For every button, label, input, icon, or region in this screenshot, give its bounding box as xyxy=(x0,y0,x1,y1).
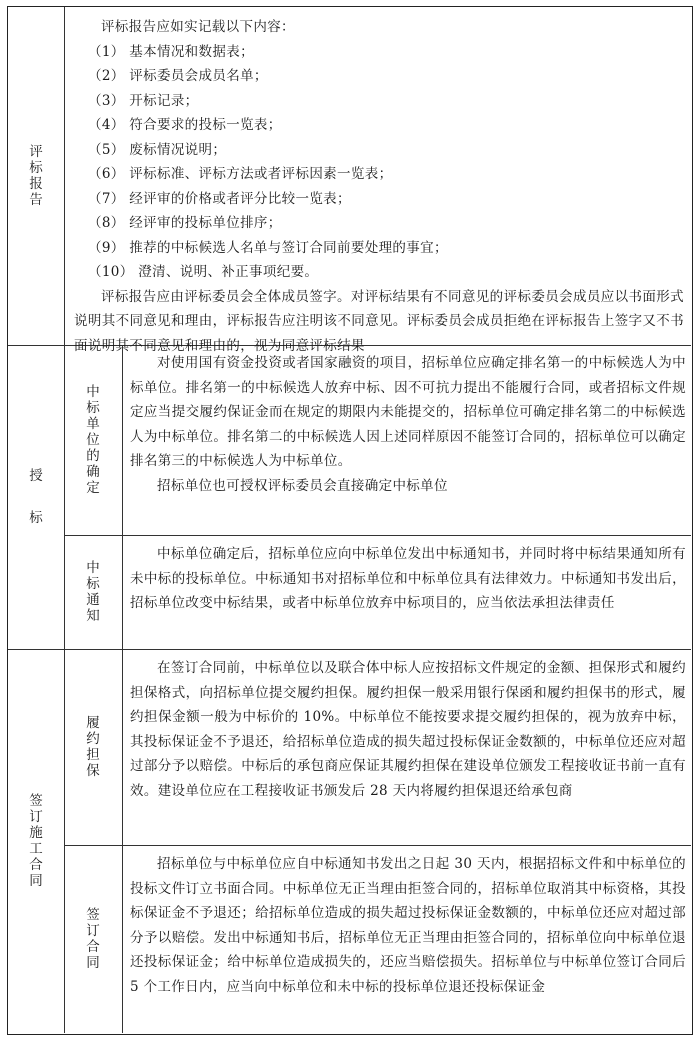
sub-label-lvyue-danbao: 履 约 担 保 xyxy=(86,715,100,779)
section-label-qianding: 签 订 施 工 合 同 xyxy=(29,793,43,889)
list-item: （9） 推荐的中标候选人名单与签订合同前要处理的事宜； xyxy=(88,239,448,256)
list-item: （7） 经评审的价格或者评分比较一览表； xyxy=(88,190,351,207)
list-item: （5） 废标情况说明； xyxy=(88,141,227,158)
section-label-shoubiao: 授 标 xyxy=(29,468,43,526)
sub-label-qianding-hetong: 签 订 合 同 xyxy=(86,907,100,971)
list-item: （10） 澄清、说明、补正事项纪要。 xyxy=(88,264,319,280)
list-item: （3） 开标记录； xyxy=(88,92,199,109)
content-lvyue-danbao xyxy=(130,656,686,803)
document-table xyxy=(7,6,693,1035)
content-zhongbiao-queding xyxy=(130,351,686,498)
list-item: （1） 基本情况和数据表； xyxy=(88,43,254,60)
closing-paragraph: 评标报告应由评标委员会全体成员签字。对评标结果有不同意见的评标委员会成员应以书面形式说明其不同意见和理由，评标报告应注明该不同意见。评标委员会成员拒绝在评标报告上签字又不书面说明其不同意见和理由的，视为同意评标结果 xyxy=(74,288,684,354)
row-divider-2 xyxy=(64,535,691,536)
sub-label-zhongbiao-tongzhi: 中 标 通 知 xyxy=(86,560,100,624)
section-content-pingbiao xyxy=(74,15,684,358)
content-qianding-hetong xyxy=(130,852,686,999)
paragraph: 对使用国有资金投资或者国家融资的项目，招标单位应确定排名第一的中标候选人为中标单位。排名第一的中标候选人放弃中标、因不可抗力提出不能履行合同，或者招标文件规定应当提交履约保证金而在规定的期限内未能提交的，招标单位可确定排名第二的中标候选人为中标单位。排名第二的中标候选人因上述同样原因不能签订合同的，招标单位可以确定排名第三的中标候选人为中标单位。 xyxy=(130,355,686,469)
paragraph: 招标单位与中标单位应自中标通知书发出之日起 30 天内，根据招标文件和中标单位的投标文件订立书面合同。中标单位无正当理由拒签合同的，招标单位取消其中标资格，其投标保证金不予退还；给招标单位造成的损失超过投标保证金数额的，中标单位还应对超过部分予以赔偿。发出中标通知书后，招标单位无正当理由拒签合同的，招标单位向中标单位退还投标保证金；给中标单位造成损失的，还应当赔偿损失。招标单位与中标单位签订合同后 5 个工作日内，应当向中标单位和未中标的投标单位退还投标保证金 xyxy=(130,856,686,995)
list-item: （6） 评标标准、评标方法或者评标因素一览表； xyxy=(88,166,393,182)
list-item: （4） 符合要求的投标一览表； xyxy=(88,117,282,133)
list-item: （2） 评标委员会成员名单； xyxy=(88,68,268,84)
content-zhongbiao-tongzhi xyxy=(130,542,686,616)
column-divider-sub xyxy=(122,345,123,1033)
intro-text: 评标报告应如实记载以下内容： xyxy=(101,19,295,35)
paragraph: 招标单位也可授权评标委员会直接确定中标单位 xyxy=(157,477,448,494)
paragraph: 中标单位确定后，招标单位应向中标单位发出中标通知书，并同时将中标结果通知所有未中标的投标单位。中标通知书对招标单位和中标单位具有法律效力。中标通知书发出后，招标单位改变中标结果，或者中标单位放弃中标项目的，应当依法承担法律责任 xyxy=(130,546,686,611)
section-label-pingbiao: 评 标 报 告 xyxy=(29,144,43,208)
list-item: （8） 经评审的投标单位排序； xyxy=(88,215,282,231)
paragraph: 在签订合同前，中标单位以及联合体中标人应按招标文件规定的金额、担保形式和履约担保格式，向招标单位提交履约担保。履约担保一般采用银行保函和履约担保书的形式，履约担保金额一般为中标价的 10%。中标单位不能按要求提交履约担保的，视为放弃中标，其投标保证金不予退还，给招标单位造成的损失超过投标保证金数额的，中标单位还应对超过部分予以赔偿。中标后的承包商应保证其履约担保在建设单位颁发工程接收证书前一直有效。建设单位应在工程接收证书颁发后 28 天内将履约担保退还给承包商 xyxy=(130,660,686,799)
row-divider-4 xyxy=(64,845,691,846)
sub-label-zhongbiao-queding: 中 标 单 位 的 确 定 xyxy=(86,384,100,496)
